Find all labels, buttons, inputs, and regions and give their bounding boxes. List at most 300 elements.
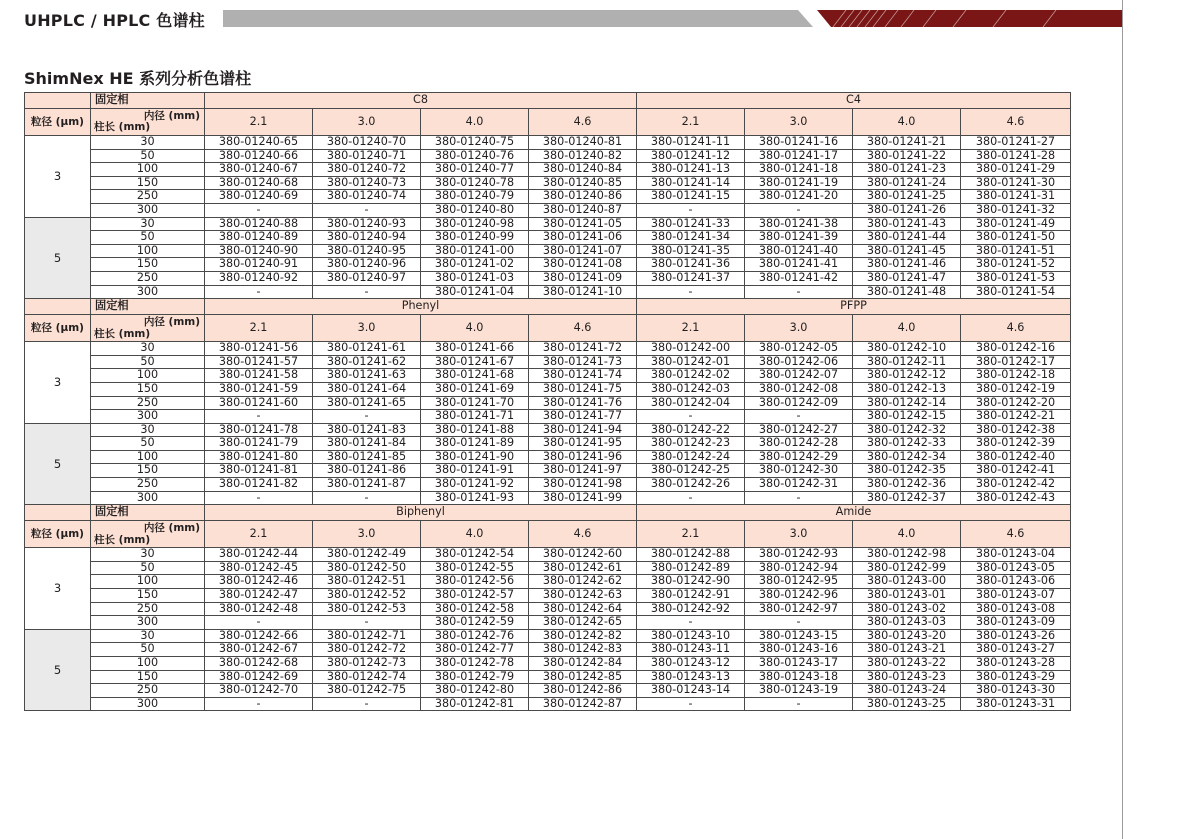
column-length-value: 300 (91, 616, 205, 630)
part-number-cell: - (313, 410, 421, 424)
diameter-value: 2.1 (205, 109, 313, 136)
table-row (25, 410, 1071, 424)
part-number-cell: 380-01242-28 (745, 437, 853, 451)
part-number-cell: 380-01241-22 (853, 149, 961, 163)
part-number-cell: 380-01241-68 (421, 369, 529, 383)
part-number-cell: 380-01240-80 (421, 203, 529, 217)
part-number-cell: 380-01240-66 (205, 149, 313, 163)
part-number-cell: 380-01242-71 (313, 629, 421, 643)
particle-size-value: 5 (25, 217, 91, 299)
part-number-cell: 380-01242-05 (745, 342, 853, 356)
part-number-cell: 380-01242-39 (961, 437, 1071, 451)
column-length-value: 30 (91, 217, 205, 231)
part-number-cell: 380-01242-31 (745, 478, 853, 492)
diameter-value: 2.1 (205, 315, 313, 342)
part-number-cell: 380-01241-95 (529, 437, 637, 451)
part-number-cell: 380-01242-47 (205, 589, 313, 603)
part-number-cell: 380-01241-86 (313, 464, 421, 478)
part-number-cell: 380-01240-87 (529, 203, 637, 217)
phase-name: C8 (205, 93, 637, 109)
part-number-cell: 380-01242-35 (853, 464, 961, 478)
part-number-cell: 380-01241-46 (853, 258, 961, 272)
column-length-value: 30 (91, 136, 205, 150)
part-number-cell: 380-01242-38 (961, 423, 1071, 437)
part-number-cell: 380-01241-26 (853, 203, 961, 217)
part-number-cell: 380-01241-13 (637, 163, 745, 177)
part-number-cell: 380-01241-16 (745, 136, 853, 150)
part-number-cell: 380-01241-84 (313, 437, 421, 451)
table-row (25, 396, 1071, 410)
part-number-cell: 380-01243-06 (961, 575, 1071, 589)
part-number-cell: - (745, 203, 853, 217)
part-number-cell: 380-01241-37 (637, 271, 745, 285)
part-number-cell: 380-01240-75 (421, 136, 529, 150)
part-number-cell: 380-01241-49 (961, 217, 1071, 231)
part-number-cell: 380-01241-41 (745, 258, 853, 272)
part-number-cell: 380-01242-70 (205, 684, 313, 698)
part-number-cell: 380-01241-30 (961, 176, 1071, 190)
column-length-value: 300 (91, 285, 205, 299)
table-row (25, 478, 1071, 492)
part-number-cell: 380-01243-22 (853, 657, 961, 671)
diameter-header-row (25, 109, 1071, 136)
part-number-cell: 380-01241-20 (745, 190, 853, 204)
column-length-value: 30 (91, 423, 205, 437)
part-number-cell: 380-01242-86 (529, 684, 637, 698)
part-number-cell: 380-01242-53 (313, 602, 421, 616)
part-number-cell: 380-01243-26 (961, 629, 1071, 643)
part-number-cell: 380-01240-94 (313, 231, 421, 245)
part-number-cell: 380-01243-23 (853, 670, 961, 684)
part-number-cell: 380-01242-76 (421, 629, 529, 643)
table-row (25, 684, 1071, 698)
table-row (25, 670, 1071, 684)
inner-diameter-label: 内径 (mm) (143, 316, 200, 329)
part-number-cell: 380-01242-93 (745, 548, 853, 562)
part-number-cell: 380-01241-98 (529, 478, 637, 492)
diameter-value: 4.0 (421, 109, 529, 136)
part-number-cell: 380-01241-96 (529, 450, 637, 464)
part-number-cell: 380-01242-49 (313, 548, 421, 562)
part-number-cell: 380-01242-09 (745, 396, 853, 410)
part-number-cell: 380-01240-67 (205, 163, 313, 177)
table-row (25, 575, 1071, 589)
part-number-cell: 380-01242-81 (421, 697, 529, 711)
part-number-cell: 380-01241-25 (853, 190, 961, 204)
part-number-cell: 380-01242-33 (853, 437, 961, 451)
part-number-cell: 380-01241-17 (745, 149, 853, 163)
part-number-cell: 380-01241-51 (961, 244, 1071, 258)
table-row (25, 258, 1071, 272)
part-number-cell: 380-01241-70 (421, 396, 529, 410)
column-length-value: 100 (91, 163, 205, 177)
part-number-cell: 380-01243-21 (853, 643, 961, 657)
part-number-cell: 380-01242-30 (745, 464, 853, 478)
part-number-cell: 380-01242-97 (745, 602, 853, 616)
part-number-cell: - (745, 410, 853, 424)
part-number-cell: 380-01243-13 (637, 670, 745, 684)
part-number-cell: - (637, 491, 745, 505)
part-number-cell: 380-01243-16 (745, 643, 853, 657)
table-row (25, 382, 1071, 396)
part-number-cell: 380-01242-83 (529, 643, 637, 657)
part-number-cell: 380-01241-74 (529, 369, 637, 383)
part-number-cell: 380-01242-84 (529, 657, 637, 671)
part-number-cell: 380-01242-67 (205, 643, 313, 657)
part-number-cell: 380-01242-00 (637, 342, 745, 356)
table-row (25, 176, 1071, 190)
part-number-cell: 380-01240-65 (205, 136, 313, 150)
part-number-cell: - (313, 491, 421, 505)
part-number-cell: 380-01240-84 (529, 163, 637, 177)
part-number-cell: 380-01242-40 (961, 450, 1071, 464)
stationary-phase-label: 固定相 (91, 299, 205, 315)
part-number-cell: 380-01241-76 (529, 396, 637, 410)
part-number-cell: 380-01242-66 (205, 629, 313, 643)
part-number-cell: 380-01241-14 (637, 176, 745, 190)
part-number-cell: 380-01242-58 (421, 602, 529, 616)
part-number-cell: 380-01242-37 (853, 491, 961, 505)
table-row (25, 437, 1071, 451)
part-number-cell: 380-01242-51 (313, 575, 421, 589)
part-number-cell: 380-01240-78 (421, 176, 529, 190)
column-length-value: 50 (91, 355, 205, 369)
particle-size-label: 粒径 (µm) (25, 315, 91, 342)
inner-diameter-label: 内径 (mm) (143, 110, 200, 122)
diameter-value: 4.6 (961, 315, 1071, 342)
part-number-cell: 380-01242-52 (313, 589, 421, 603)
part-number-cell: 380-01241-34 (637, 231, 745, 245)
part-number-cell: 380-01242-56 (421, 575, 529, 589)
part-number-cell: 380-01242-24 (637, 450, 745, 464)
diameter-value: 4.6 (961, 521, 1071, 548)
part-number-cell: 380-01243-24 (853, 684, 961, 698)
part-number-cell: 380-01242-72 (313, 643, 421, 657)
part-number-cell: 380-01242-03 (637, 382, 745, 396)
part-number-cell: 380-01241-36 (637, 258, 745, 272)
part-number-cell: 380-01242-18 (961, 369, 1071, 383)
part-number-cell: 380-01241-27 (961, 136, 1071, 150)
diameter-header-row (25, 521, 1071, 548)
part-number-cell: 380-01243-02 (853, 602, 961, 616)
part-number-cell: 380-01242-19 (961, 382, 1071, 396)
stationary-phase-label: 固定相 (91, 505, 205, 521)
particle-size-value: 5 (25, 629, 91, 711)
blank-cell (25, 299, 91, 315)
part-number-cell: 380-01242-16 (961, 342, 1071, 356)
part-number-cell: - (745, 491, 853, 505)
part-number-cell: 380-01242-25 (637, 464, 745, 478)
part-number-cell: 380-01243-10 (637, 629, 745, 643)
part-number-cell: 380-01242-46 (205, 575, 313, 589)
part-number-cell: 380-01242-78 (421, 657, 529, 671)
part-number-cell: 380-01241-48 (853, 285, 961, 299)
part-number-cell: - (637, 616, 745, 630)
part-number-cell: 380-01242-17 (961, 355, 1071, 369)
part-number-cell: 380-01240-72 (313, 163, 421, 177)
part-number-cell: 380-01242-44 (205, 548, 313, 562)
column-length-value: 250 (91, 190, 205, 204)
part-number-cell: 380-01242-79 (421, 670, 529, 684)
part-number-cell: 380-01242-61 (529, 561, 637, 575)
phase-header-row (25, 505, 1071, 521)
part-number-cell: 380-01240-86 (529, 190, 637, 204)
part-number-cell: 380-01242-74 (313, 670, 421, 684)
part-number-cell: 380-01241-58 (205, 369, 313, 383)
part-number-cell: 380-01241-47 (853, 271, 961, 285)
part-number-cell: - (313, 285, 421, 299)
phase-name: Amide (637, 505, 1071, 521)
table-row (25, 464, 1071, 478)
part-number-cell: 380-01242-27 (745, 423, 853, 437)
column-length-value: 50 (91, 643, 205, 657)
diameter-length-corner (91, 521, 205, 548)
part-number-cell: 380-01241-63 (313, 369, 421, 383)
part-number-cell: 380-01242-62 (529, 575, 637, 589)
part-number-cell: 380-01241-09 (529, 271, 637, 285)
part-number-cell: 380-01242-88 (637, 548, 745, 562)
part-number-cell: 380-01242-73 (313, 657, 421, 671)
part-number-cell: 380-01242-06 (745, 355, 853, 369)
part-number-cell: 380-01240-76 (421, 149, 529, 163)
part-number-cell: 380-01241-54 (961, 285, 1071, 299)
column-length-value: 50 (91, 561, 205, 575)
diameter-value: 3.0 (313, 109, 421, 136)
diameter-value: 2.1 (637, 109, 745, 136)
part-number-cell: 380-01242-80 (421, 684, 529, 698)
part-number-cell: 380-01243-07 (961, 589, 1071, 603)
part-number-cell: 380-01241-19 (745, 176, 853, 190)
diameter-length-corner (91, 109, 205, 136)
part-number-cell: 380-01241-60 (205, 396, 313, 410)
part-number-cell: 380-01241-99 (529, 491, 637, 505)
part-number-cell: 380-01242-43 (961, 491, 1071, 505)
part-number-cell: 380-01242-98 (853, 548, 961, 562)
part-number-cell: 380-01242-26 (637, 478, 745, 492)
column-length-label: 柱长 (mm) (94, 121, 151, 134)
part-number-cell: 380-01241-15 (637, 190, 745, 204)
part-number-cell: 380-01241-12 (637, 149, 745, 163)
part-number-cell: 380-01242-95 (745, 575, 853, 589)
part-number-cell: 380-01240-79 (421, 190, 529, 204)
blank-cell (25, 93, 91, 109)
diameter-value: 3.0 (745, 521, 853, 548)
diameter-value: 4.6 (529, 109, 637, 136)
part-number-cell: 380-01241-40 (745, 244, 853, 258)
column-catalog-table (24, 92, 1071, 711)
part-number-cell: 380-01243-19 (745, 684, 853, 698)
table-row (25, 149, 1071, 163)
part-number-cell: - (637, 697, 745, 711)
part-number-cell: 380-01241-24 (853, 176, 961, 190)
part-number-cell: 380-01242-96 (745, 589, 853, 603)
diameter-value: 4.0 (421, 315, 529, 342)
part-number-cell: 380-01240-74 (313, 190, 421, 204)
part-number-cell: 380-01241-04 (421, 285, 529, 299)
column-length-value: 300 (91, 491, 205, 505)
inner-diameter-label: 内径 (mm) (143, 522, 200, 535)
part-number-cell: 380-01242-57 (421, 589, 529, 603)
part-number-cell: 380-01242-63 (529, 589, 637, 603)
part-number-cell: 380-01242-99 (853, 561, 961, 575)
phase-name: C4 (637, 93, 1071, 109)
part-number-cell: 380-01242-45 (205, 561, 313, 575)
phase-header-row (25, 299, 1071, 315)
part-number-cell: 380-01240-99 (421, 231, 529, 245)
part-number-cell: 380-01241-39 (745, 231, 853, 245)
part-number-cell: 380-01240-77 (421, 163, 529, 177)
part-number-cell: 380-01242-54 (421, 548, 529, 562)
part-number-cell: 380-01243-01 (853, 589, 961, 603)
column-length-value: 150 (91, 258, 205, 272)
table-row (25, 190, 1071, 204)
table-row (25, 163, 1071, 177)
part-number-cell: 380-01241-56 (205, 342, 313, 356)
part-number-cell: 380-01241-97 (529, 464, 637, 478)
part-number-cell: 380-01240-71 (313, 149, 421, 163)
part-number-cell: - (205, 491, 313, 505)
part-number-cell: 380-01242-02 (637, 369, 745, 383)
part-number-cell: 380-01242-34 (853, 450, 961, 464)
diameter-value: 4.6 (529, 315, 637, 342)
part-number-cell: 380-01241-77 (529, 410, 637, 424)
part-number-cell: 380-01241-75 (529, 382, 637, 396)
table-row (25, 589, 1071, 603)
table-row (25, 491, 1071, 505)
part-number-cell: 380-01240-95 (313, 244, 421, 258)
part-number-cell: 380-01240-81 (529, 136, 637, 150)
table-row (25, 271, 1071, 285)
part-number-cell: 380-01241-91 (421, 464, 529, 478)
part-number-cell: 380-01241-94 (529, 423, 637, 437)
diameter-value: 4.6 (529, 521, 637, 548)
diameter-length-corner (91, 315, 205, 342)
part-number-cell: 380-01240-82 (529, 149, 637, 163)
part-number-cell: 380-01241-67 (421, 355, 529, 369)
part-number-cell: - (637, 410, 745, 424)
part-number-cell: 380-01242-36 (853, 478, 961, 492)
diameter-value: 3.0 (745, 109, 853, 136)
part-number-cell: 380-01242-12 (853, 369, 961, 383)
part-number-cell: 380-01241-81 (205, 464, 313, 478)
part-number-cell: 380-01242-55 (421, 561, 529, 575)
part-number-cell: 380-01241-71 (421, 410, 529, 424)
part-number-cell: 380-01242-04 (637, 396, 745, 410)
column-length-value: 250 (91, 271, 205, 285)
part-number-cell: - (745, 285, 853, 299)
part-number-cell: 380-01242-15 (853, 410, 961, 424)
part-number-cell: 380-01241-44 (853, 231, 961, 245)
table-row (25, 231, 1071, 245)
table-row (25, 217, 1071, 231)
part-number-cell: 380-01240-93 (313, 217, 421, 231)
part-number-cell: - (637, 285, 745, 299)
diameter-value: 2.1 (205, 521, 313, 548)
part-number-cell: 380-01241-93 (421, 491, 529, 505)
phase-header-row (25, 93, 1071, 109)
table-row (25, 369, 1071, 383)
diameter-value: 4.0 (421, 521, 529, 548)
part-number-cell: - (205, 697, 313, 711)
part-number-cell: 380-01240-96 (313, 258, 421, 272)
stationary-phase-label: 固定相 (91, 93, 205, 109)
column-length-value: 100 (91, 244, 205, 258)
part-number-cell: 380-01242-22 (637, 423, 745, 437)
column-length-value: 30 (91, 342, 205, 356)
page-edge-line (1122, 0, 1123, 839)
part-number-cell: 380-01242-75 (313, 684, 421, 698)
part-number-cell: 380-01240-89 (205, 231, 313, 245)
part-number-cell: 380-01242-68 (205, 657, 313, 671)
part-number-cell: 380-01243-28 (961, 657, 1071, 671)
part-number-cell: 380-01241-06 (529, 231, 637, 245)
column-length-value: 150 (91, 382, 205, 396)
part-number-cell: 380-01242-20 (961, 396, 1071, 410)
table-row (25, 697, 1071, 711)
title-decorative-bar (223, 10, 1123, 27)
part-number-cell: 380-01242-69 (205, 670, 313, 684)
column-length-label: 柱长 (mm) (94, 327, 151, 340)
particle-size-label: 粒径 (µm) (25, 521, 91, 548)
table-row (25, 616, 1071, 630)
part-number-cell: 380-01241-43 (853, 217, 961, 231)
part-number-cell: 380-01243-17 (745, 657, 853, 671)
part-number-cell: 380-01240-90 (205, 244, 313, 258)
part-number-cell: 380-01241-31 (961, 190, 1071, 204)
part-number-cell: 380-01242-08 (745, 382, 853, 396)
part-number-cell: 380-01242-64 (529, 602, 637, 616)
column-length-value: 100 (91, 369, 205, 383)
table-row (25, 602, 1071, 616)
column-length-value: 100 (91, 575, 205, 589)
part-number-cell: 380-01242-29 (745, 450, 853, 464)
diameter-value: 3.0 (745, 315, 853, 342)
column-length-value: 250 (91, 396, 205, 410)
part-number-cell: 380-01241-69 (421, 382, 529, 396)
part-number-cell: 380-01241-61 (313, 342, 421, 356)
part-number-cell: 380-01241-87 (313, 478, 421, 492)
part-number-cell: 380-01241-33 (637, 217, 745, 231)
diameter-value: 2.1 (637, 315, 745, 342)
part-number-cell: 380-01241-57 (205, 355, 313, 369)
diameter-value: 2.1 (637, 521, 745, 548)
part-number-cell: 380-01242-91 (637, 589, 745, 603)
table-row (25, 203, 1071, 217)
particle-size-value: 3 (25, 342, 91, 424)
part-number-cell: - (313, 616, 421, 630)
part-number-cell: 380-01241-10 (529, 285, 637, 299)
part-number-cell: 380-01241-03 (421, 271, 529, 285)
diameter-value: 4.0 (853, 521, 961, 548)
column-length-value: 300 (91, 697, 205, 711)
part-number-cell: 380-01241-23 (853, 163, 961, 177)
part-number-cell: 380-01241-52 (961, 258, 1071, 272)
part-number-cell: 380-01242-77 (421, 643, 529, 657)
table-row (25, 355, 1071, 369)
page-title: UHPLC / HPLC 色谱柱 (24, 11, 205, 30)
table-row (25, 450, 1071, 464)
part-number-cell: 380-01241-73 (529, 355, 637, 369)
part-number-cell: 380-01241-18 (745, 163, 853, 177)
phase-name: Phenyl (205, 299, 637, 315)
diameter-value: 3.0 (313, 521, 421, 548)
column-length-value: 150 (91, 176, 205, 190)
part-number-cell: 380-01240-73 (313, 176, 421, 190)
part-number-cell: 380-01242-85 (529, 670, 637, 684)
part-number-cell: 380-01241-35 (637, 244, 745, 258)
part-number-cell: 380-01240-98 (421, 217, 529, 231)
part-number-cell: 380-01243-04 (961, 548, 1071, 562)
